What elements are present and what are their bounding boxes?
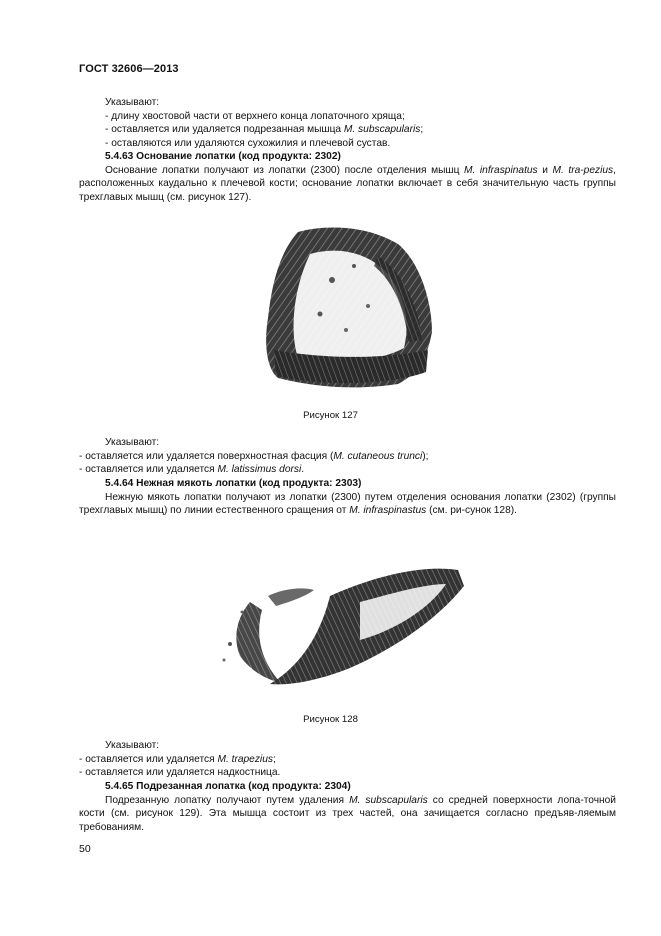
- list-item: - оставляется или удаляется M. trapezius;: [79, 753, 276, 765]
- section-heading: 5.4.63 Основание лопатки (код продукта: 2302): [105, 151, 341, 162]
- figure-128-image: [210, 556, 468, 688]
- section-heading: 5.4.64 Нежная мякоть лопатки (код продукта: 2303): [105, 478, 362, 489]
- section-paragraph: Нежную мякоть лопатки получают из лопатки (2300) путем отделения основания лопатки (2302) (группы трехглавых мышц) по линии естественного сращения от M. infraspinastus (см. ри-сунок 128).: [79, 491, 616, 517]
- document-header: ГОСТ 32606—2013: [79, 63, 179, 75]
- list-intro: Указывают:: [105, 437, 160, 448]
- list-item: - оставляется или удаляется поверхностная фасция (M. cutaneous trunci);: [79, 450, 429, 462]
- list-item: - оставляется или удаляется надкостница.: [79, 767, 281, 779]
- list-item: - оставляется или удаляется M. latissimus dorsi.: [79, 464, 305, 476]
- section-paragraph: Подрезанную лопатку получают путем удаления M. subscapularis со средней поверхности лопа-точной кости (см. рисунок 129). Эта мышца состоит из трех частей, она зачищается согласно предъяв-ляемым требованиям.: [79, 794, 617, 833]
- section-5-4-65: [79, 780, 616, 834]
- section-2-list: [79, 436, 616, 477]
- list-item: - оставляются или удаляются сухожилия и плечевой сустав.: [105, 137, 391, 149]
- list-intro: Указывают:: [105, 97, 160, 108]
- figure-127-image: [258, 222, 438, 390]
- figure-127-caption: Рисунок 127: [303, 410, 358, 421]
- section-3-list: [79, 739, 616, 780]
- list-intro: Указывают:: [105, 740, 160, 751]
- figure-128-caption: Рисунок 128: [303, 714, 358, 725]
- list-item: - длину хвостовой части от верхнего конца лопаточного хряща;: [105, 110, 405, 122]
- section-5-4-63: [79, 150, 616, 204]
- page-number: 50: [79, 843, 91, 855]
- section-1-list: [79, 96, 616, 150]
- section-heading: 5.4.65 Подрезанная лопатка (код продукта: 2304): [105, 781, 351, 792]
- list-item: - оставляется или удаляется подрезанная мышца M. subscapularis;: [105, 124, 424, 136]
- section-paragraph: Основание лопатки получают из лопатки (2300) после отделения мышц M. infraspinatus и M. tra-pezius, расположенных каудально к плечевой кости; основание лопатки включает в себя значительную часть группы трехглавых мышц (см. рисунок 127).: [79, 164, 616, 203]
- section-5-4-64: [79, 477, 616, 518]
